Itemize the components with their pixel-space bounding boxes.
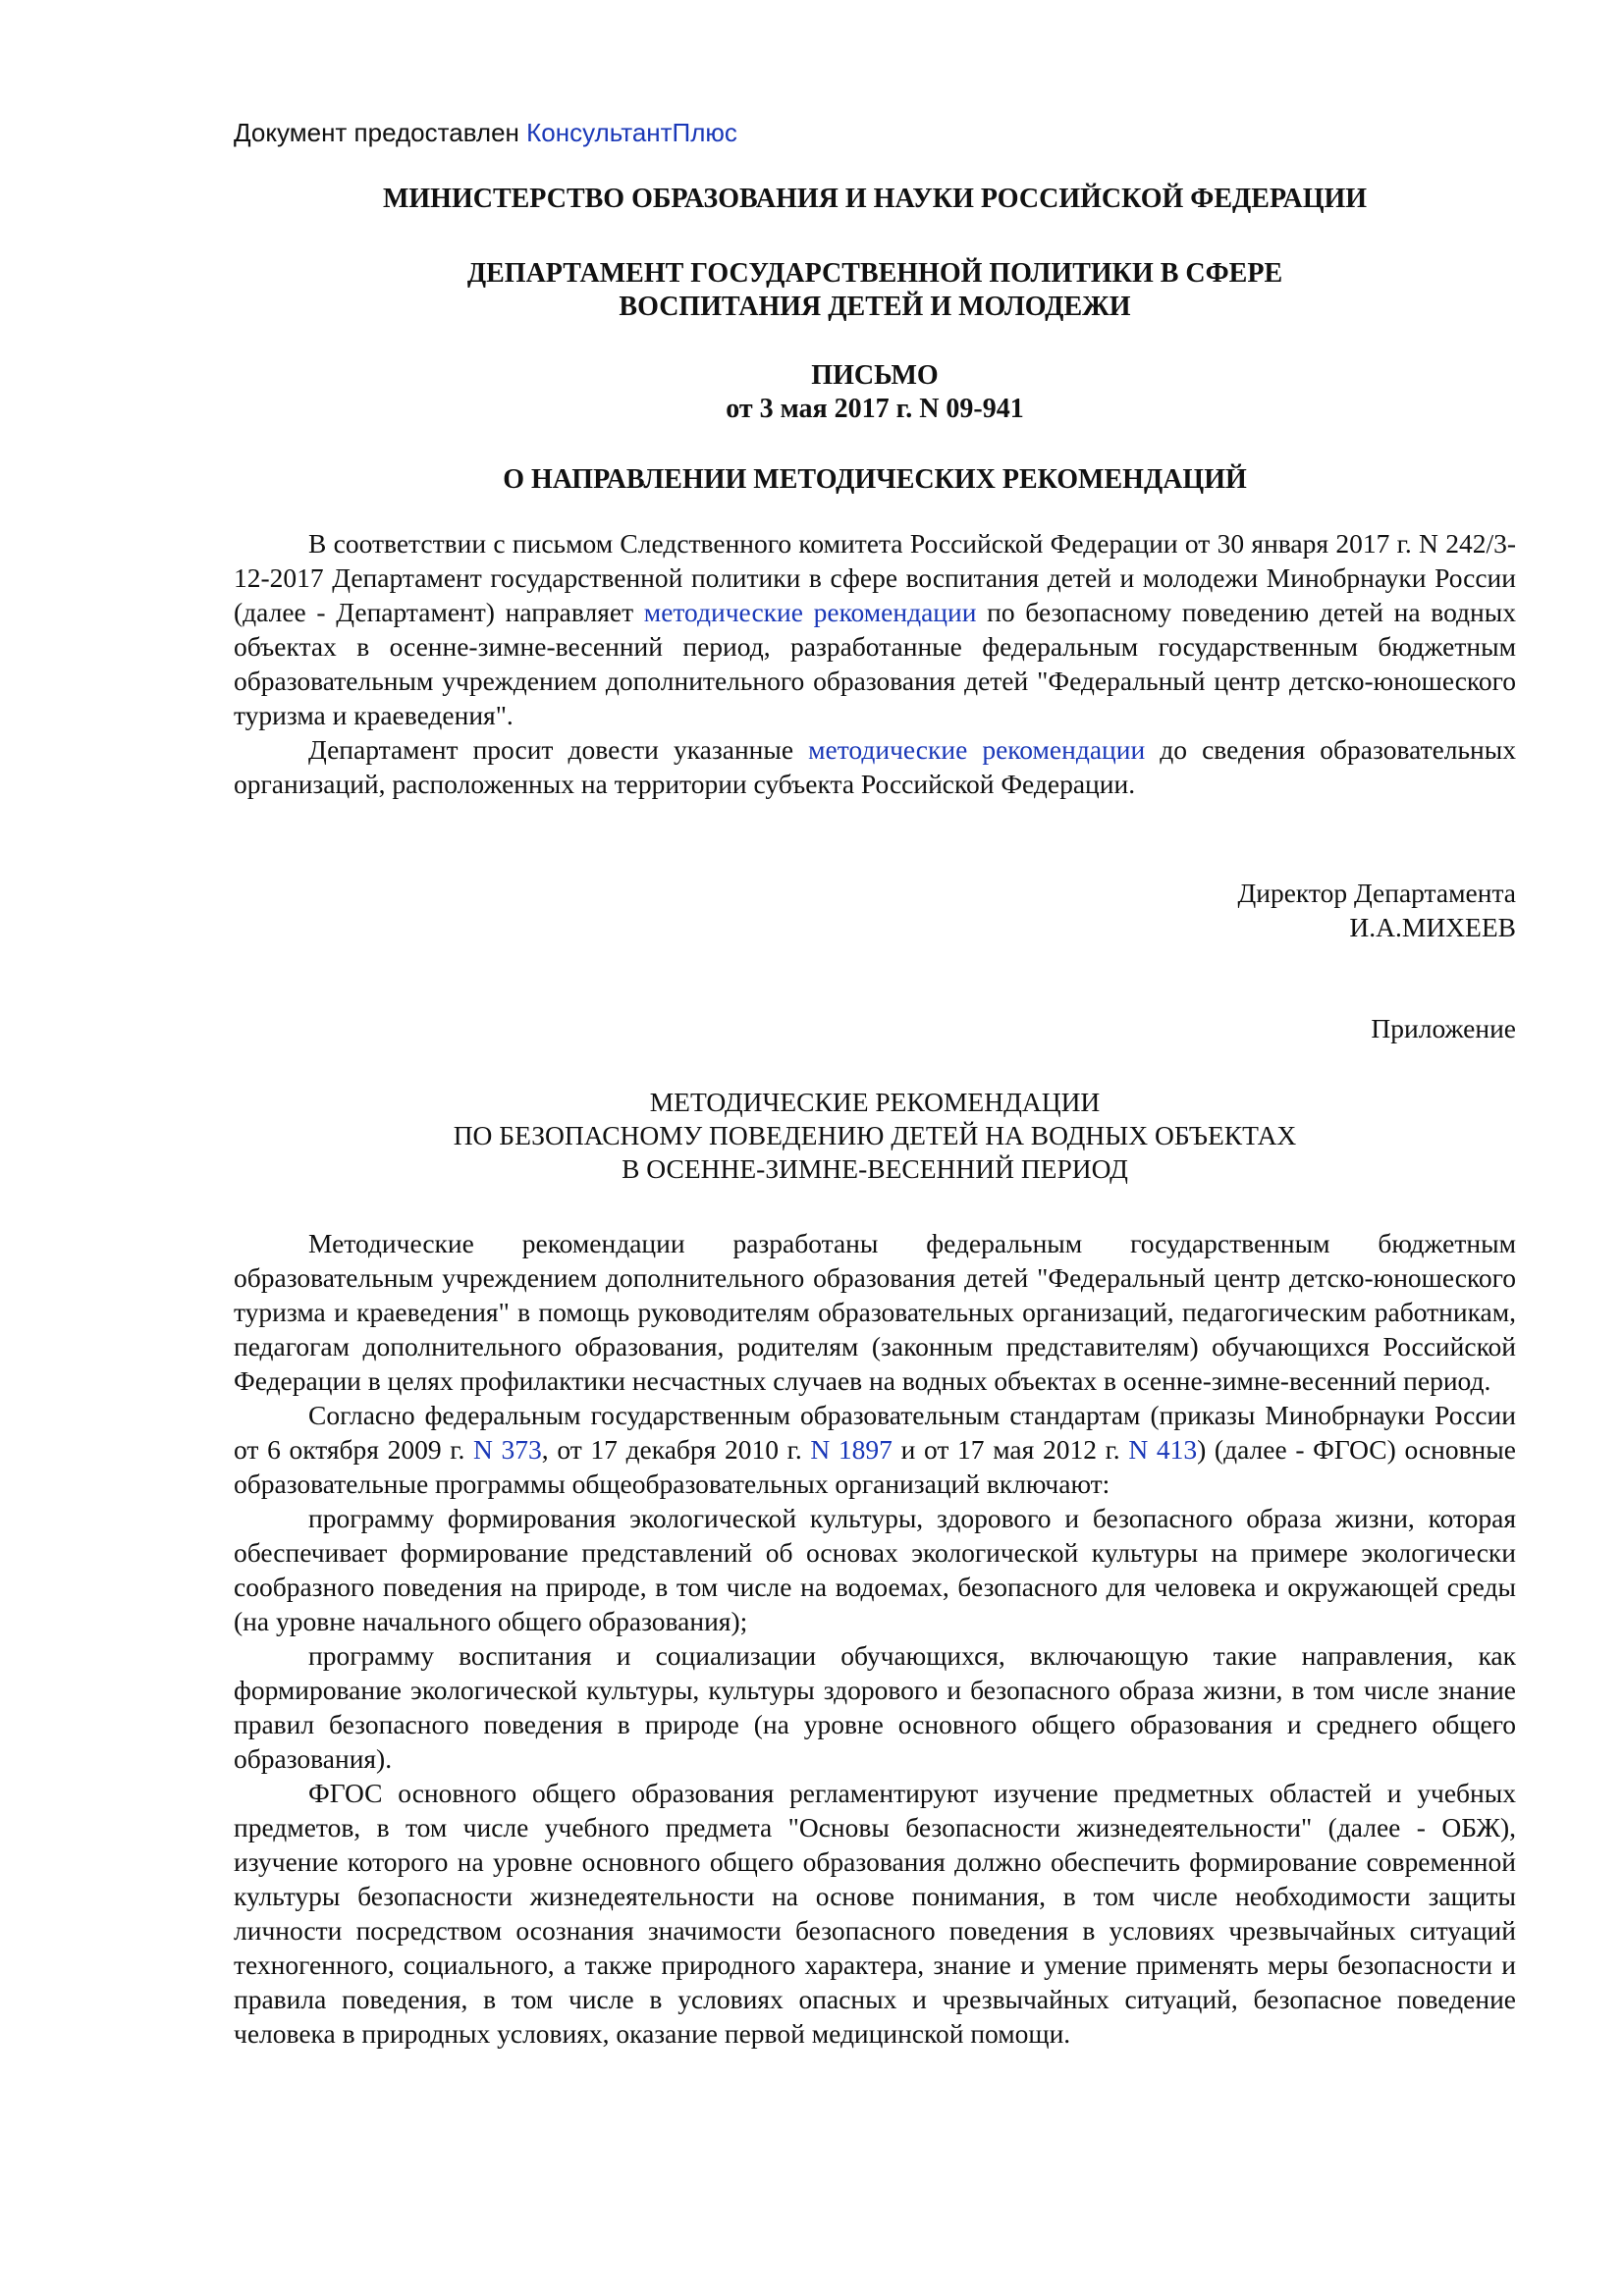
recommendations-link[interactable]: методические рекомендации	[643, 597, 977, 627]
paragraph-text: до сведения образовательных организаций, расположенных на территории субъекта Российской Федерации.	[234, 734, 1517, 799]
recommendations-paragraph-5: ФГОС основного общего образования регламентируют изучение предметных областей и учебных предметов, в том числе учебного предмета "Основы безопасности жизнедеятельности" (далее - ОБЖ), изучение которого на уровне основного общего образования должно обеспечить формирование современной культуры безопасности жизнедеятельности на основе понимания, в том числе необходимости защиты личности посредством осознания значимости безопасного поведения в условиях чрезвычайных ситуаций техногенного, социального, а также природного характера, знание и умение применять меры безопасности и правила поведения, в том числе в условиях опасных и чрезвычайных ситуаций, безопасное поведение человека в природных условиях, оказание первой медицинской помощи.	[234, 1778, 1516, 2049]
letter-type: ПИСЬМО	[811, 360, 939, 391]
signatory-position: Директор Департамента	[1237, 878, 1516, 908]
department-line-2: ВОСПИТАНИЯ ДЕТЕЙ И МОЛОДЕЖИ	[619, 292, 1131, 322]
signature-block	[884, 876, 1516, 944]
provided-by-label: Документ предоставлен	[234, 118, 519, 147]
order-373-link[interactable]: N 373	[473, 1434, 542, 1465]
paragraph-text: Департамент просит довести указанные	[308, 734, 809, 765]
recommendations-paragraph-3: программу формирования экологической культуры, здорового и безопасного образа жизни, которая обеспечивает формирование представлений об основах экологической культуры на примере экологически сообразного поведения на природе, в том числе на водоемах, безопасного для человека и окружающей среды (на уровне начального общего образования);	[234, 1503, 1516, 1636]
paragraph-text: В соответствии с письмом Следственного комитета Российской Федерации от 30 января 2017 г. N 242/3-12-2017 Департамент государственной политики в сфере воспитания детей и молодежи Минобрнауки России (далее - Департамент) направляет	[234, 528, 1516, 627]
recommendations-paragraph-4: программу воспитания и социализации обучающихся, включающую такие направления, как формирование экологической культуры, культуры здорового и безопасного образа жизни, в том числе знание правил безопасного поведения в природе (на уровне основного общего образования и среднего общего образования).	[234, 1640, 1516, 1774]
letter-paragraph-1	[234, 526, 1516, 732]
order-1897-link[interactable]: N 1897	[810, 1434, 893, 1465]
consultant-plus-link[interactable]: КонсультантПлюс	[526, 118, 737, 147]
letter-subject: О НАПРАВЛЕНИИ МЕТОДИЧЕСКИХ РЕКОМЕНДАЦИЙ	[503, 464, 1247, 495]
department-heading	[234, 257, 1516, 324]
appendix-label: Приложение	[1371, 1013, 1516, 1043]
department-line-1: ДЕПАРТАМЕНТ ГОСУДАРСТВЕННОЙ ПОЛИТИКИ В СФЕРЕ	[466, 258, 1283, 289]
paragraph-text: ) (далее - ФГОС) основные образовательные программы общеобразовательных организаций включают:	[234, 1434, 1516, 1499]
provided-by-line	[234, 118, 737, 148]
order-413-link[interactable]: N 413	[1128, 1434, 1198, 1465]
paragraph-text: и от 17 мая 2012 г.	[892, 1434, 1129, 1465]
recommendations-paragraph-2	[234, 1398, 1516, 1501]
recommendations-title-line-2: ПО БЕЗОПАСНОМУ ПОВЕДЕНИЮ ДЕТЕЙ НА ВОДНЫХ ОБЪЕКТАХ	[453, 1120, 1297, 1150]
paragraph-text: по безопасному поведению детей на водных объектах в осенне-зимне-весенний период, разработанные федеральным государственным бюджетным образовательным учреждением дополнительного образования детей "Федеральный центр детско-юношеского туризма и краеведения".	[234, 597, 1516, 730]
recommendations-body	[234, 1226, 1516, 2051]
letter-heading	[234, 359, 1516, 426]
ministry-heading: МИНИСТЕРСТВО ОБРАЗОВАНИЯ И НАУКИ РОССИЙСКОЙ ФЕДЕРАЦИИ	[382, 184, 1368, 214]
letter-date-number: от 3 мая 2017 г. N 09-941	[726, 394, 1024, 424]
recommendations-link[interactable]: методические рекомендации	[808, 734, 1146, 765]
recommendations-title-line-1: МЕТОДИЧЕСКИЕ РЕКОМЕНДАЦИИ	[649, 1087, 1101, 1117]
signatory-name: И.А.МИХЕЕВ	[1349, 912, 1516, 942]
letter-paragraph-2	[234, 732, 1516, 801]
paragraph-text: Согласно федеральным государственным образовательным стандартам (приказы Минобрнауки России от 6 октября 2009 г.	[234, 1400, 1516, 1465]
recommendations-title	[234, 1086, 1516, 1186]
recommendations-paragraph-1: Методические рекомендации разработаны федеральным государственным бюджетным образовательным учреждением дополнительного образования детей "Федеральный центр детско-юношеского туризма и краеведения" в помощь руководителям образовательных организаций, педагогическим работникам, педагогам дополнительного образования, родителям (законным представителям) обучающихся Российской Федерации в целях профилактики несчастных случаев на водных объектах в осенне-зимне-весенний период.	[234, 1228, 1516, 1396]
paragraph-text: , от 17 декабря 2010 г.	[541, 1434, 811, 1465]
letter-body	[234, 526, 1516, 801]
recommendations-title-line-3: В ОСЕННЕ-ЗИМНЕ-ВЕСЕННИЙ ПЕРИОД	[622, 1153, 1128, 1184]
